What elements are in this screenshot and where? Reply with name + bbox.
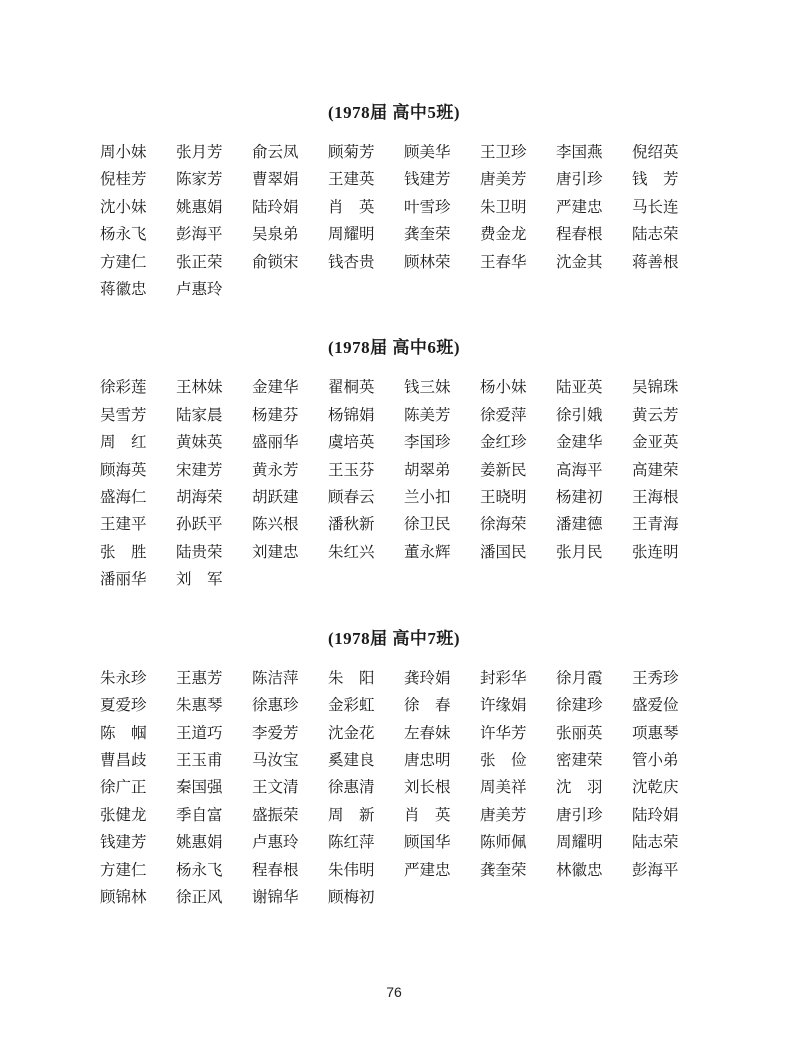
person-name: 秦国强	[176, 779, 223, 797]
person-name: 肖 英	[404, 806, 451, 824]
person-name: 钱建芳	[404, 171, 451, 189]
person-name: 唐忠明	[404, 751, 451, 769]
person-name: 沈金其	[556, 253, 603, 271]
person-name: 朱惠琴	[176, 697, 223, 715]
person-name: 徐引娥	[556, 406, 603, 424]
person-name: 杨建芬	[252, 406, 299, 424]
person-name: 黄云芳	[632, 406, 679, 424]
person-name: 林徽忠	[556, 861, 603, 879]
person-name: 董永辉	[404, 543, 451, 561]
person-name: 马汝宝	[252, 751, 299, 769]
person-name: 高海平	[556, 461, 603, 479]
person-name: 姚惠娟	[176, 834, 223, 852]
person-name: 金亚英	[632, 434, 679, 452]
person-name: 周 新	[328, 806, 375, 824]
person-name: 朱伟明	[328, 861, 375, 879]
person-name: 唐美芳	[480, 806, 527, 824]
person-name: 谢锦华	[252, 888, 299, 906]
person-name: 徐爱萍	[480, 406, 527, 424]
person-name: 曹昌歧	[100, 751, 147, 769]
person-name: 顾海英	[100, 461, 147, 479]
person-name: 陆志荣	[632, 226, 679, 244]
person-name: 程春根	[252, 861, 299, 879]
person-name: 周 红	[100, 434, 147, 452]
person-name: 沈小妹	[100, 198, 147, 216]
person-name: 周小妹	[100, 144, 147, 161]
person-name: 王秀珍	[632, 669, 679, 687]
person-name: 顾春云	[328, 489, 375, 507]
person-name: 盛海仁	[100, 489, 147, 507]
person-name: 刘建忠	[252, 543, 299, 561]
person-name: 胡翠弟	[404, 461, 451, 479]
person-name: 王玉甫	[176, 751, 223, 769]
person-name: 李国珍	[404, 434, 451, 452]
person-name: 盛丽华	[252, 434, 299, 452]
person-name: 金彩虹	[328, 697, 375, 715]
person-name: 金红珍	[480, 434, 527, 452]
person-name: 龚奎荣	[480, 861, 527, 879]
person-name: 陆玲娟	[632, 806, 679, 824]
person-name: 杨建初	[556, 489, 603, 507]
person-name: 杨锦娟	[328, 406, 375, 424]
person-name: 管小弟	[632, 751, 679, 769]
person-name: 王玉芬	[328, 461, 375, 479]
person-name: 徐惠珍	[252, 697, 299, 715]
person-name: 虞培英	[328, 434, 375, 452]
person-name: 王建平	[100, 516, 147, 534]
person-name: 周耀明	[556, 834, 603, 852]
person-name: 盛爱俭	[632, 697, 679, 715]
person-name: 张 胜	[100, 543, 147, 561]
person-name: 徐卫民	[404, 516, 451, 534]
person-name: 陆贵荣	[176, 543, 223, 561]
person-name: 杨小妹	[480, 379, 527, 397]
person-name: 陆亚英	[556, 379, 603, 397]
person-name: 顾美华	[404, 144, 451, 161]
section-title: (1978届 高中5班)	[327, 103, 461, 122]
page-number: 76	[386, 984, 402, 1000]
person-name: 兰小扣	[404, 489, 451, 507]
person-name: 陈 帼	[100, 724, 147, 742]
person-name: 朱永珍	[100, 669, 147, 687]
person-name: 潘建德	[556, 516, 603, 534]
person-name: 李国燕	[556, 144, 603, 161]
person-name: 彭海平	[176, 226, 223, 244]
person-name: 胡海荣	[176, 489, 223, 507]
class-section	[0, 333, 788, 593]
person-name: 顾梅初	[328, 888, 375, 906]
person-name: 许缘娟	[480, 697, 527, 715]
person-name: 张正荣	[176, 253, 223, 271]
person-name: 潘秋新	[328, 516, 375, 534]
person-name: 王惠芳	[176, 669, 223, 687]
person-name: 陆玲娟	[252, 198, 299, 216]
name-grid	[100, 374, 788, 593]
person-name: 周美祥	[480, 779, 527, 797]
person-name: 王青海	[632, 516, 679, 534]
person-name: 潘丽华	[100, 571, 147, 589]
person-name: 密建荣	[556, 751, 603, 769]
person-name: 肖 英	[328, 198, 375, 216]
person-name: 费金龙	[480, 226, 527, 244]
person-name: 张月民	[556, 543, 603, 561]
person-name: 高建荣	[632, 461, 679, 479]
class-section	[0, 98, 788, 303]
person-name: 翟桐英	[328, 379, 375, 397]
person-name: 王卫珍	[480, 144, 527, 161]
person-name: 刘 军	[176, 571, 223, 589]
person-name: 顾国华	[404, 834, 451, 852]
person-name: 黄永芳	[252, 461, 299, 479]
section-title: (1978届 高中6班)	[327, 338, 461, 358]
person-name: 徐惠清	[328, 779, 375, 797]
person-name: 周耀明	[328, 226, 375, 244]
name-grid	[100, 665, 788, 912]
person-name: 陈洁萍	[252, 669, 299, 687]
person-name: 盛振荣	[252, 806, 299, 824]
person-name: 沈乾庆	[632, 779, 679, 797]
person-name: 陈美芳	[404, 406, 451, 424]
person-name: 吴雪芳	[100, 406, 147, 424]
person-name: 陆家晨	[176, 406, 223, 424]
person-name: 陈红萍	[328, 834, 375, 852]
person-name: 倪桂芳	[100, 171, 147, 189]
person-name: 金建华	[252, 379, 299, 397]
person-name: 奚建良	[328, 751, 375, 769]
person-name: 吴锦珠	[632, 379, 679, 397]
person-name: 张连明	[632, 543, 679, 561]
person-name: 封彩华	[480, 669, 527, 687]
person-name: 李爱芳	[252, 724, 299, 742]
person-name: 方建仁	[100, 253, 147, 271]
person-name: 唐引珍	[556, 806, 603, 824]
person-name: 蒋善根	[632, 253, 679, 271]
person-name: 龚奎荣	[404, 226, 451, 244]
person-name: 程春根	[556, 226, 603, 244]
person-name: 左春妹	[404, 724, 451, 742]
person-name: 徐月霞	[556, 669, 603, 687]
person-name: 马长连	[632, 198, 679, 216]
person-name: 徐 春	[404, 697, 451, 715]
person-name: 曹翠娟	[252, 171, 299, 189]
person-name: 卢惠玲	[252, 834, 299, 852]
person-name: 钱三妹	[404, 379, 451, 397]
person-name: 宋建芳	[176, 461, 223, 479]
person-name: 顾林荣	[404, 253, 451, 271]
person-name: 胡跃建	[252, 489, 299, 507]
person-name: 杨永飞	[100, 226, 147, 244]
person-name: 蒋徽忠	[100, 281, 147, 299]
person-name: 张 俭	[480, 751, 527, 769]
person-name: 张月芳	[176, 144, 223, 161]
person-name: 彭海平	[632, 861, 679, 879]
person-name: 顾菊芳	[328, 144, 375, 161]
person-name: 唐美芳	[480, 171, 527, 189]
name-grid	[100, 139, 788, 303]
person-name: 沈金花	[328, 724, 375, 742]
person-name: 陈师佩	[480, 834, 527, 852]
person-name: 徐建珍	[556, 697, 603, 715]
person-name: 姜新民	[480, 461, 527, 479]
person-name: 季自富	[176, 806, 223, 824]
person-name: 刘长根	[404, 779, 451, 797]
person-name: 徐广正	[100, 779, 147, 797]
person-name: 唐引珍	[556, 171, 603, 189]
person-name: 俞云凤	[252, 144, 299, 161]
person-name: 沈 羽	[556, 779, 603, 797]
person-name: 潘国民	[480, 543, 527, 561]
person-name: 龚玲娟	[404, 669, 451, 687]
person-name: 张丽英	[556, 724, 603, 742]
person-name: 朱 阳	[328, 669, 375, 687]
person-name: 许华芳	[480, 724, 527, 742]
person-name: 夏爱珍	[100, 697, 147, 715]
person-name: 徐海荣	[480, 516, 527, 534]
person-name: 钱 芳	[632, 171, 679, 189]
person-name: 徐正风	[176, 888, 223, 906]
section-title: (1978届 高中7班)	[327, 628, 461, 648]
person-name: 王晓明	[480, 489, 527, 507]
person-name: 朱卫明	[480, 198, 527, 216]
person-name: 王春华	[480, 253, 527, 271]
person-name: 徐彩莲	[100, 379, 147, 397]
person-name: 叶雪珍	[404, 198, 451, 216]
person-name: 陆志荣	[632, 834, 679, 852]
person-name: 顾锦林	[100, 888, 147, 906]
person-name: 王道巧	[176, 724, 223, 742]
person-name: 王建英	[328, 171, 375, 189]
person-name: 项惠琴	[632, 724, 679, 742]
person-name: 吴泉弟	[252, 226, 299, 244]
person-name: 杨永飞	[176, 861, 223, 879]
person-name: 钱建芳	[100, 834, 147, 852]
person-name: 陈兴根	[252, 516, 299, 534]
person-name: 王海根	[632, 489, 679, 507]
person-name: 张健龙	[100, 806, 147, 824]
person-name: 陈家芳	[176, 171, 223, 189]
person-name: 方建仁	[100, 861, 147, 879]
person-name: 姚惠娟	[176, 198, 223, 216]
person-name: 俞锁宋	[252, 253, 299, 271]
person-name: 王林妹	[176, 379, 223, 397]
person-name: 金建华	[556, 434, 603, 452]
person-name: 严建忠	[404, 861, 451, 879]
person-name: 卢惠玲	[176, 281, 223, 299]
person-name: 朱红兴	[328, 543, 375, 561]
person-name: 王文清	[252, 779, 299, 797]
class-section	[0, 624, 788, 912]
person-name: 严建忠	[556, 198, 603, 216]
person-name: 黄妹英	[176, 434, 223, 452]
person-name: 倪绍英	[632, 144, 679, 161]
person-name: 孙跃平	[176, 516, 223, 534]
person-name: 钱杏贵	[328, 253, 375, 271]
